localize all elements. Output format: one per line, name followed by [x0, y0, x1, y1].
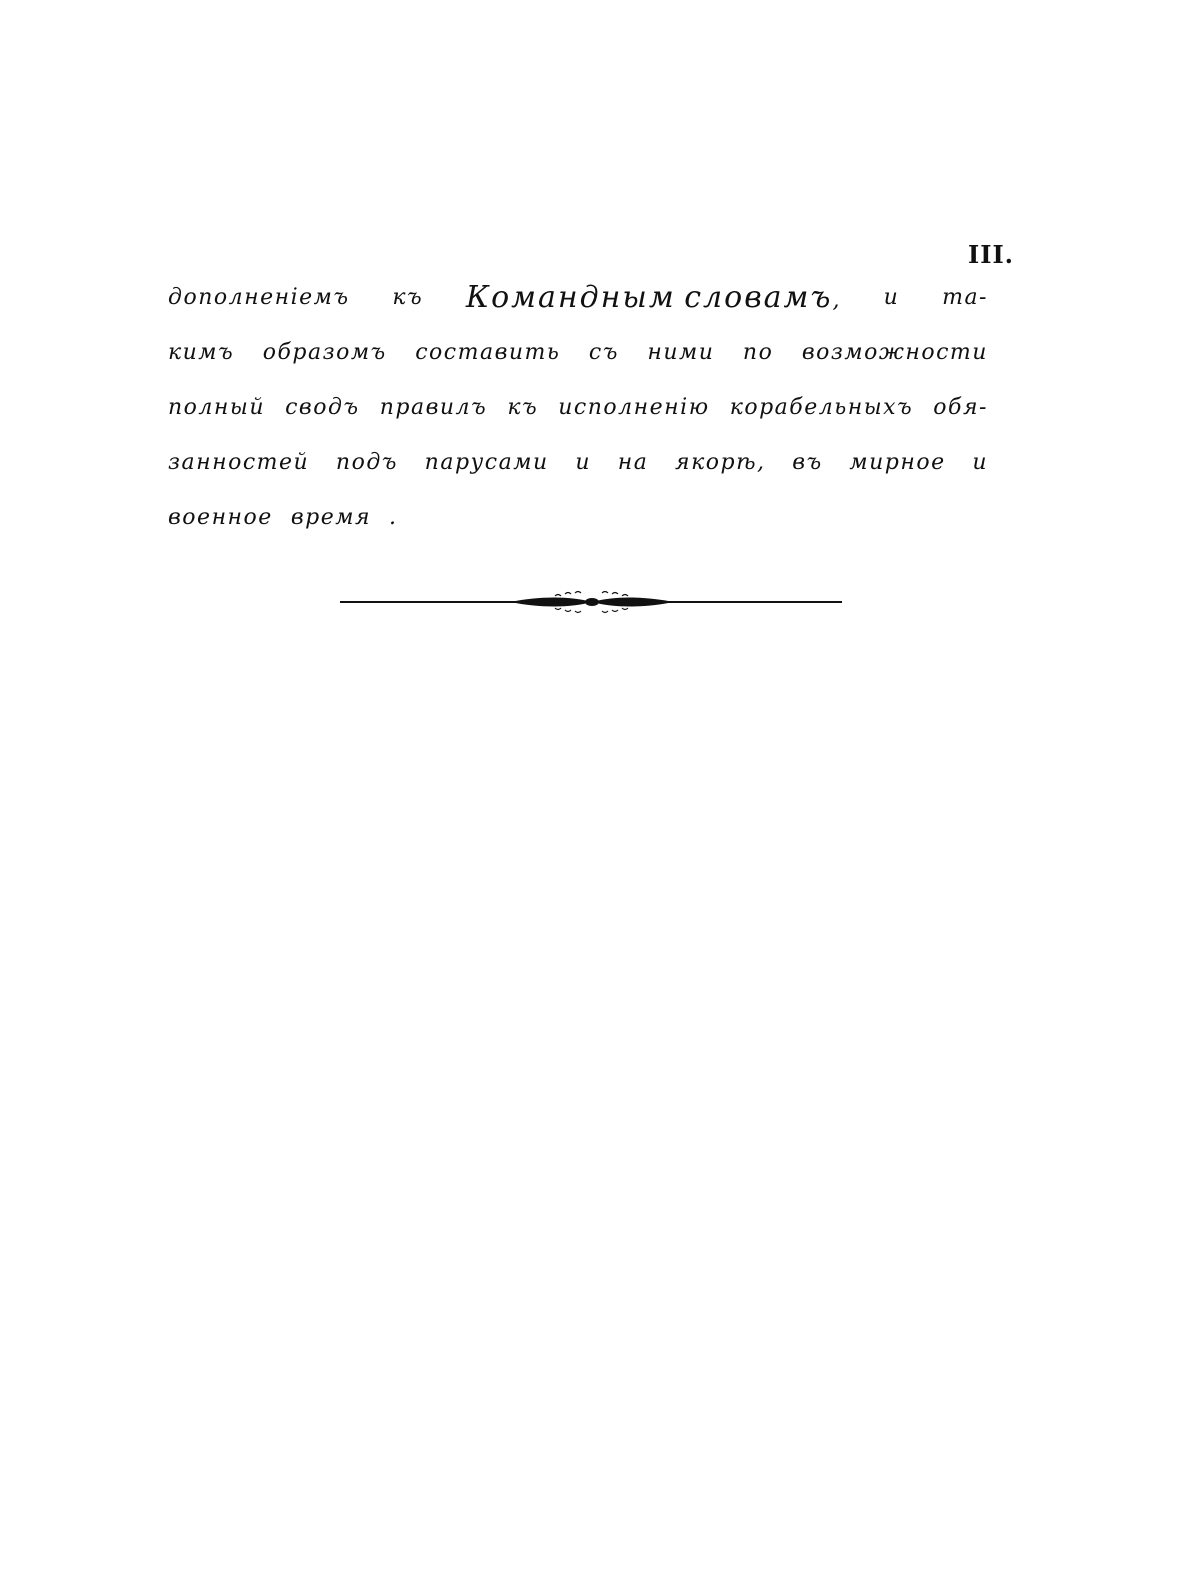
word: парусами [424, 450, 549, 475]
word: полный [168, 395, 265, 420]
word: дополненіемъ [168, 285, 350, 310]
word: съ [588, 340, 619, 365]
word: корабельныхъ [729, 395, 914, 420]
word: занностей [168, 450, 310, 475]
handwritten-text-block [168, 270, 988, 545]
text-line [168, 490, 988, 545]
punctuation: , [756, 450, 766, 475]
text-line [168, 270, 988, 325]
word: и [575, 450, 592, 475]
page-number: III. [968, 240, 1015, 269]
word: правилъ [379, 395, 488, 420]
word: сводъ [285, 395, 360, 420]
punctuation: , [832, 288, 841, 313]
word: подъ [335, 450, 398, 475]
word: по [742, 340, 774, 365]
text-line [168, 325, 988, 380]
word: составить [415, 340, 561, 365]
word: и [972, 450, 988, 475]
word: обя- [933, 395, 988, 420]
divider-flourish-icon [340, 588, 842, 616]
text-line [168, 435, 988, 490]
word: ними [647, 340, 715, 365]
word: мирное [849, 450, 946, 475]
word: на [617, 450, 649, 475]
word: къ [507, 395, 539, 420]
word: исполненію [558, 395, 710, 420]
word: въ [792, 450, 823, 475]
text-line [168, 380, 988, 435]
word: время [290, 505, 372, 530]
punctuation: . [389, 505, 398, 530]
word: возможности [801, 340, 988, 365]
word: образомъ [262, 340, 387, 365]
word: якорѣ [675, 450, 757, 475]
word: къ [392, 285, 424, 310]
word: и [883, 285, 900, 310]
emphasized-word: словамъ [684, 280, 833, 315]
word: та- [942, 285, 988, 310]
word: военное [168, 505, 273, 530]
word: кимъ [168, 340, 235, 365]
emphasized-word: Командным [465, 280, 676, 315]
